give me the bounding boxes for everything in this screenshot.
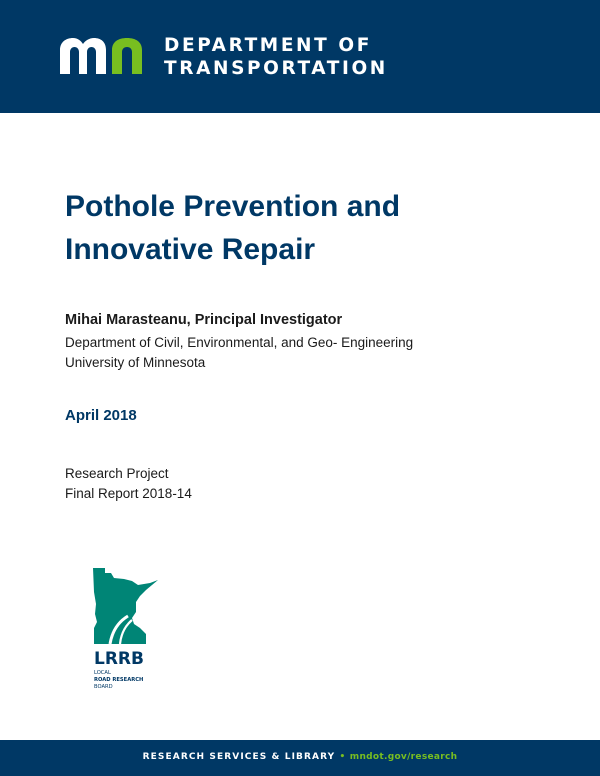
dept-line-1: DEPARTMENT OF [164,35,372,56]
university: University of Minnesota [65,355,206,370]
lrrb-line-2: ROAD RESEARCH [94,677,144,683]
project-info [65,464,192,504]
dept-line-2: TRANSPORTATION [164,58,388,79]
lrrb-acronym: LRRB [94,649,144,669]
department-name [164,34,388,80]
footer-url-link[interactable]: mndot.gov/research [349,752,458,762]
lrrb-line-3: BOARD [94,684,113,690]
minnesota-shape-icon [93,568,158,644]
project-type: Research Project [65,466,169,481]
mn-logo [58,36,154,76]
lrrb-line-1: LOCAL [94,670,111,676]
affiliation [65,333,413,373]
report-title [65,185,545,271]
footer [0,752,600,762]
report-date: April 2018 [65,407,137,424]
footer-separator: • [339,752,346,762]
report-number: Final Report 2018-14 [65,486,192,501]
principal-investigator: Mihai Marasteanu, Principal Investigator [65,312,343,328]
lrrb-logo [88,566,168,696]
footer-label: RESEARCH SERVICES & LIBRARY [142,752,336,762]
title-line-2: Innovative Repair [65,233,316,266]
department: Department of Civil, Environmental, and Geo- Engineering [65,335,414,350]
title-line-1: Pothole Prevention and [65,190,401,223]
